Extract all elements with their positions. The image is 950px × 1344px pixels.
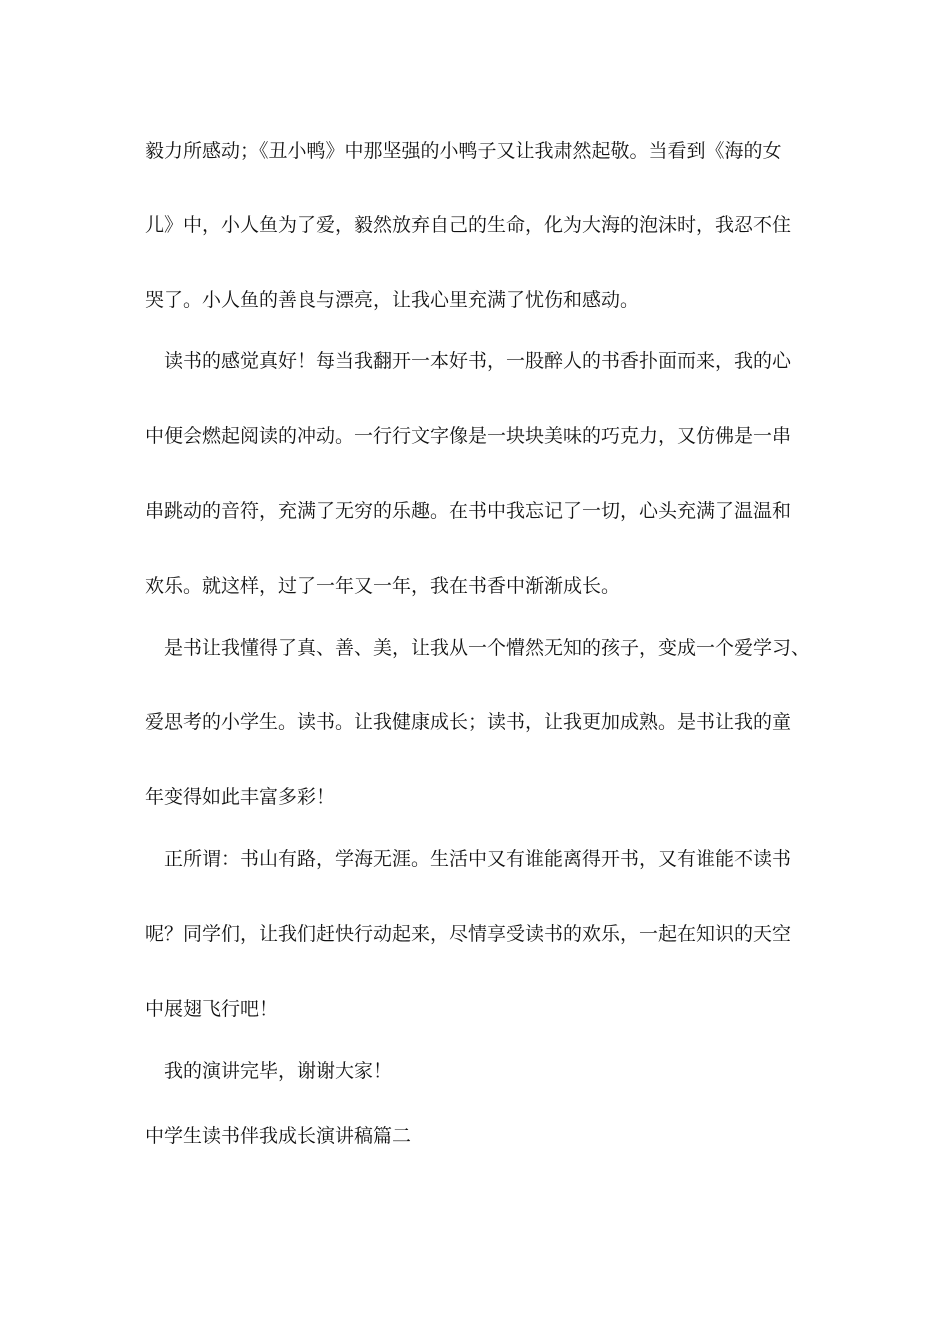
text-line: 呢？同学们，让我们赶快行动起来，尽情享受读书的欢乐，一起在知识的天空 — [145, 923, 792, 945]
text-line: 儿》中，小人鱼为了爱，毅然放弃自己的生命，化为大海的泡沫时，我忍不住 — [145, 214, 792, 236]
text-line: 读书的感觉真好！每当我翻开一本好书，一股醉人的书香扑面而来，我的心 — [164, 350, 792, 372]
text-line: 我的演讲完毕，谢谢大家！ — [164, 1060, 393, 1082]
text-line: 毅力所感动；《丑小鸭》中那坚强的小鸭子又让我肃然起敬。当看到《海的女 — [145, 140, 782, 162]
text-line: 年变得如此丰富多彩！ — [145, 786, 336, 808]
text-line: 串跳动的音符，充满了无穷的乐趣。在书中我忘记了一切，心头充满了温温和 — [145, 500, 792, 522]
section-heading: 中学生读书伴我成长演讲稿篇二 — [145, 1125, 412, 1147]
text-line: 爱思考的小学生。读书。让我健康成长；读书，让我更加成熟。是书让我的童 — [145, 711, 792, 733]
text-line: 欢乐。就这样，过了一年又一年，我在书香中渐渐成长。 — [145, 575, 621, 597]
text-line: 中展翅飞行吧！ — [145, 998, 279, 1020]
text-line: 哭了。小人鱼的善良与漂亮，让我心里充满了忧伤和感动。 — [145, 289, 640, 311]
text-line: 是书让我懂得了真、善、美，让我从一个懵然无知的孩子，变成一个爱学习、 — [164, 637, 811, 659]
text-line: 正所谓：书山有路，学海无涯。生活中又有谁能离得开书，又有谁能不读书 — [164, 848, 792, 870]
text-line: 中便会燃起阅读的冲动。一行行文字像是一块块美味的巧克力，又仿佛是一串 — [145, 425, 792, 447]
